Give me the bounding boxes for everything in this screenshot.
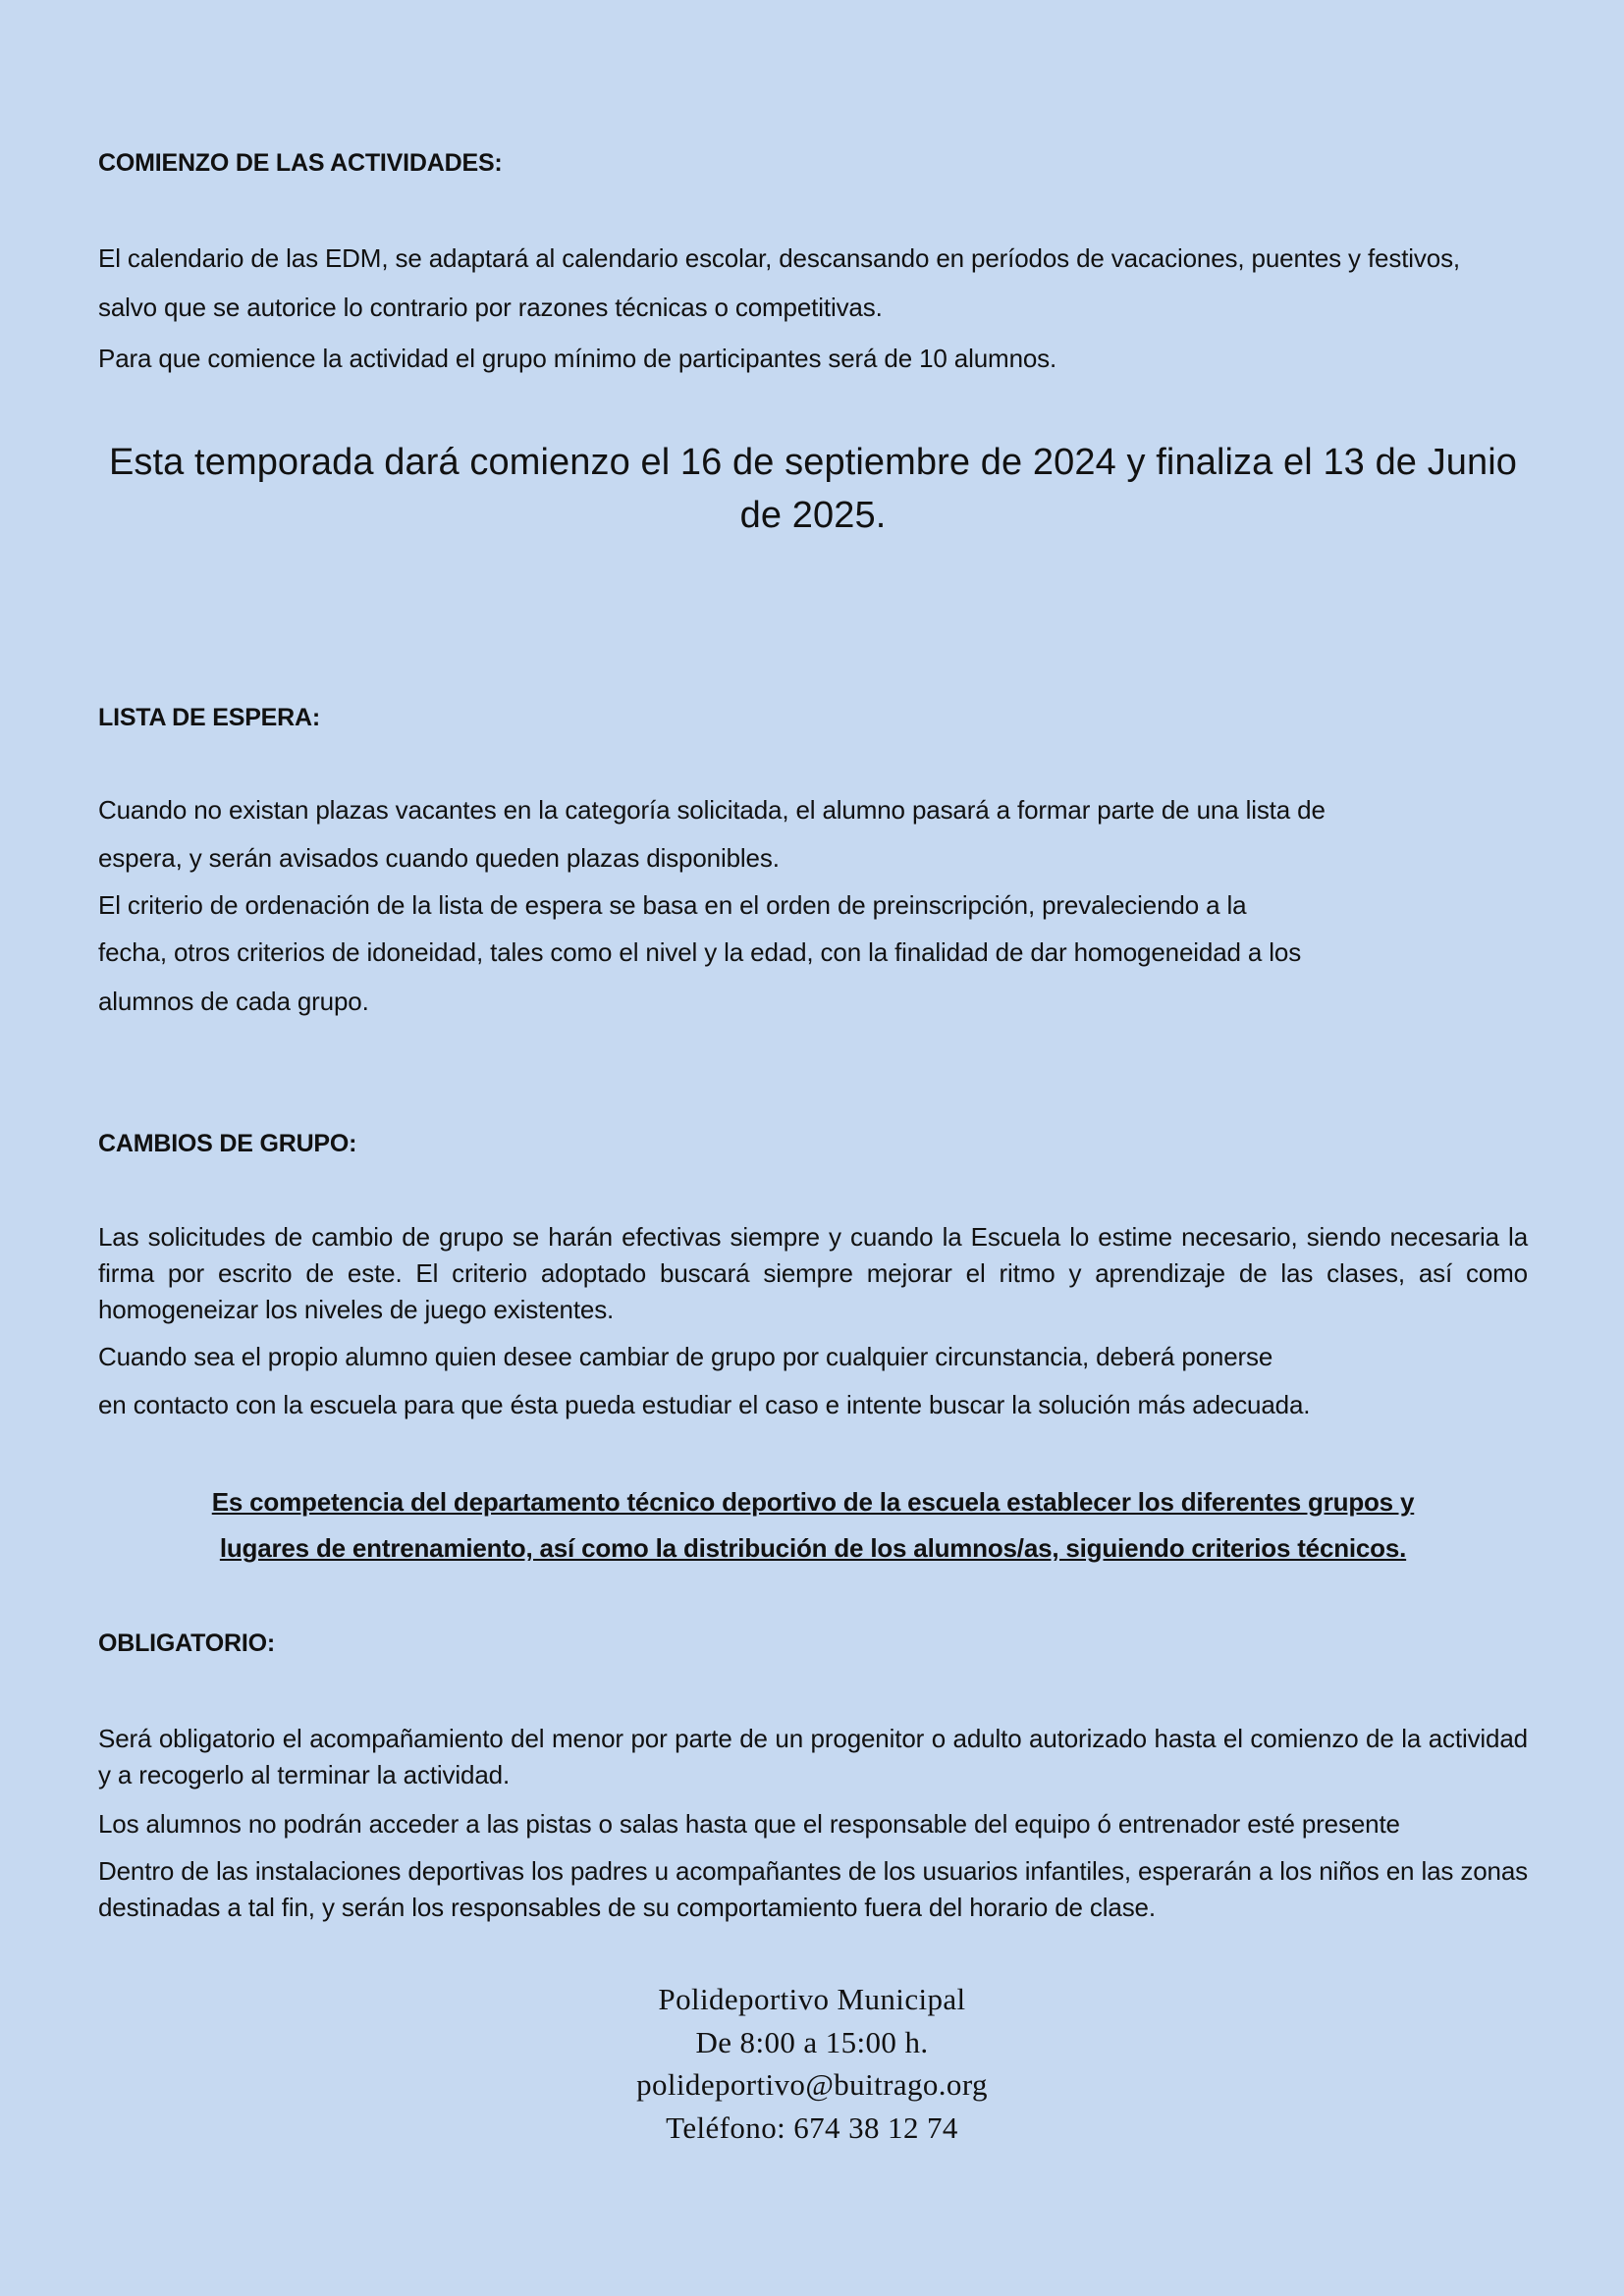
obligatorio-paragraph-3: Dentro de las instalaciones deportivas los padres u acompañantes de los usuarios infantiles, esperarán a los niños en las zonas destinadas a tal fin, y serán los responsables de su comportamiento fuera del horario de clase. [98,1856,1528,1922]
cambios-grupo-line-3: en contacto con la escuela para que ésta pueda estudiar el caso e intente buscar la solución más adecuada. [98,1390,1311,1419]
lista-espera-line-3: El criterio de ordenación de la lista de espera se basa en el orden de preinscripción, prevaleciendo a la [98,890,1247,920]
section-heading-lista-espera: LISTA DE ESPERA: [98,704,320,731]
cambios-grupo-paragraph-1: Las solicitudes de cambio de grupo se harán efectivas siempre y cuando la Escuela lo estime necesario, siendo necesaria la firma por escrito de este. El criterio adoptado buscará siempre mejorar el ritmo y aprendizaje de las clases, así como homogeneizar los niveles de juego existentes. [98,1222,1528,1324]
lista-espera-line-1: Cuando no existan plazas vacantes en la categoría solicitada, el alumno pasará a formar parte de una lista de [98,795,1326,825]
comienzo-line-1: El calendario de las EDM, se adaptará al calendario escolar, descansando en períodos de vacaciones, puentes y festivos, [98,243,1461,273]
contact-phone: Teléfono: 674 38 12 74 [666,2110,958,2145]
contact-email[interactable]: polideportivo@buitrago.org [636,2067,988,2102]
obligatorio-line-2: Los alumnos no podrán acceder a las pistas o salas hasta que el responsable del equipo ó entrenador esté presente [98,1809,1400,1839]
lista-espera-line-4: fecha, otros criterios de idoneidad, tales como el nivel y la edad, con la finalidad de dar homogeneidad a los [98,937,1302,967]
lista-espera-line-5: alumnos de cada grupo. [98,987,369,1016]
obligatorio-paragraph-1: Será obligatorio el acompañamiento del menor por parte de un progenitor o adulto autorizado hasta el comienzo de la actividad y a recogerlo al terminar la actividad. [98,1724,1528,1789]
comienzo-line-2: salvo que se autorice lo contrario por razones técnicas o competitivas. [98,293,883,322]
section-heading-cambios-grupo: CAMBIOS DE GRUPO: [98,1130,357,1157]
technical-notice-line-1: Es competencia del departamento técnico deportivo de la escuela establecer los diferentes grupos y [211,1487,1415,1517]
contact-hours: De 8:00 a 15:00 h. [695,2025,929,2059]
section-heading-comienzo: COMIENZO DE LAS ACTIVIDADES: [98,149,503,177]
cambios-grupo-line-2: Cuando sea el propio alumno quien desee cambiar de grupo por cualquier circunstancia, deberá ponerse [98,1342,1273,1371]
section-heading-obligatorio: OBLIGATORIO: [98,1629,275,1657]
season-dates: Esta temporada dará comienzo el 16 de septiembre de 2024 y finaliza el 13 de Junio de 2025. [108,442,1518,536]
lista-espera-line-2: espera, y serán avisados cuando queden plazas disponibles. [98,843,780,873]
technical-notice-line-2: lugares de entrenamiento, así como la distribución de los alumnos/as, siguiendo criterios técnicos. [219,1533,1407,1563]
comienzo-line-3: Para que comience la actividad el grupo mínimo de participantes será de 10 alumnos. [98,344,1057,373]
contact-name: Polideportivo Municipal [658,1982,966,2016]
